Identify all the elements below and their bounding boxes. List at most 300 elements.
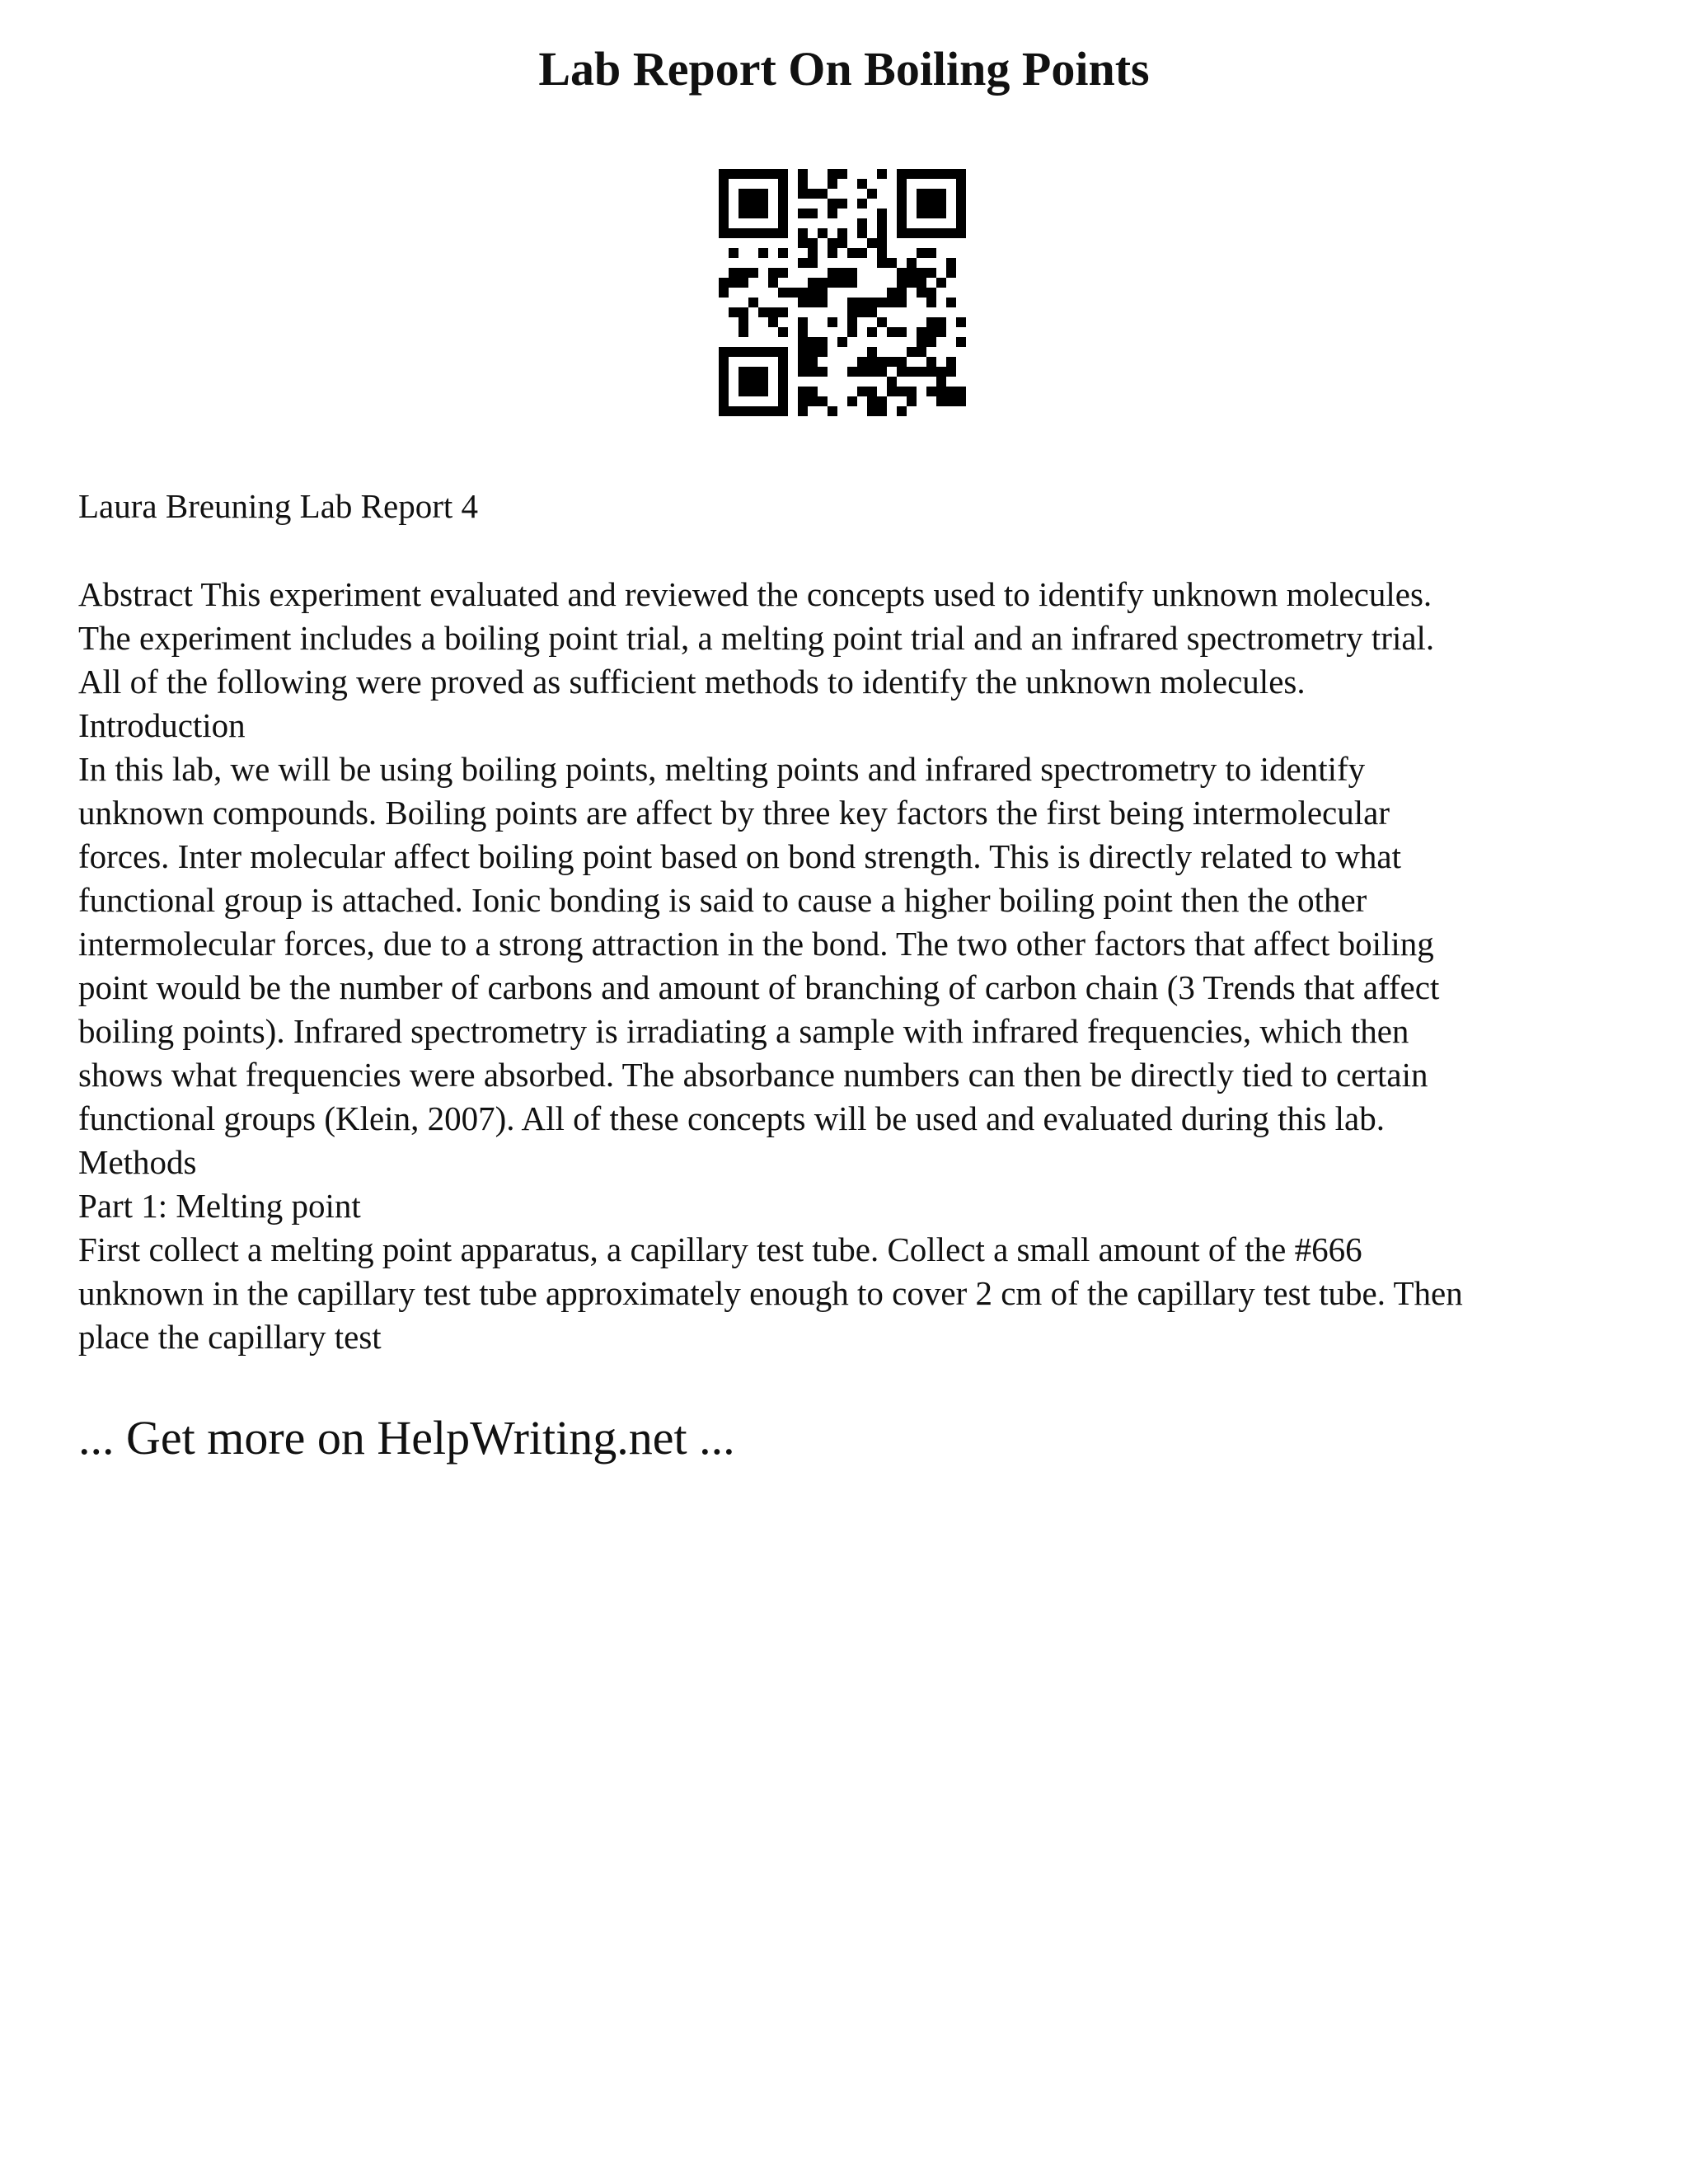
qr-module: [808, 238, 818, 248]
qr-module: [748, 169, 758, 179]
author-line: Laura Breuning Lab Report 4: [78, 487, 479, 525]
qr-module: [887, 327, 897, 337]
text-line: functional groups (Klein, 2007). All of these concepts will be used and evaluated during this lab.: [78, 1099, 1385, 1137]
qr-module: [877, 169, 887, 179]
qr-module: [798, 288, 808, 298]
qr-module: [798, 189, 808, 199]
qr-module: [719, 189, 729, 199]
qr-module: [956, 396, 966, 406]
qr-module: [738, 228, 748, 238]
qr-module: [798, 387, 808, 396]
qr-module: [798, 238, 808, 248]
qr-module: [897, 228, 907, 238]
qr-module: [946, 367, 956, 377]
qr-module: [798, 258, 808, 268]
qr-module: [936, 209, 946, 218]
qr-module: [828, 169, 837, 179]
qr-module: [877, 298, 887, 307]
qr-module: [857, 387, 867, 396]
qr-module: [936, 199, 946, 209]
qr-module: [936, 169, 946, 179]
qr-module: [798, 298, 808, 307]
qr-module: [818, 228, 828, 238]
qr-module: [917, 169, 926, 179]
qr-module: [956, 199, 966, 209]
qr-module: [719, 209, 729, 218]
section-heading-methods: Methods: [78, 1143, 197, 1181]
qr-module: [837, 228, 847, 238]
report-body: [78, 573, 1628, 1359]
qr-module: [818, 278, 828, 288]
qr-module: [808, 189, 818, 199]
qr-module: [956, 209, 966, 218]
qr-module: [946, 298, 956, 307]
qr-module: [926, 298, 936, 307]
qr-module: [877, 406, 887, 416]
qr-module: [758, 347, 768, 357]
qr-module: [748, 199, 758, 209]
qr-module: [936, 228, 946, 238]
qr-module: [956, 218, 966, 228]
text-line: forces. Inter molecular affect boiling point based on bond strength. This is directly related to what: [78, 837, 1402, 875]
qr-module: [828, 268, 837, 278]
qr-module: [867, 298, 877, 307]
qr-module: [917, 278, 926, 288]
text-line: The experiment includes a boiling point trial, a melting point trial and an infrared spectrometry trial.: [78, 619, 1435, 657]
qr-module: [897, 278, 907, 288]
qr-module: [818, 347, 828, 357]
qr-module: [857, 228, 867, 238]
qr-module: [946, 268, 956, 278]
qr-module: [936, 377, 946, 387]
qr-module: [847, 367, 857, 377]
qr-module: [798, 347, 808, 357]
qr-module: [748, 268, 758, 278]
qr-module: [946, 169, 956, 179]
qr-module: [768, 406, 778, 416]
text-line: unknown compounds. Boiling points are affect by three key factors the first being intermolecular: [78, 794, 1390, 832]
qr-module: [798, 396, 808, 406]
qr-module: [808, 209, 818, 218]
qr-module: [917, 347, 926, 357]
qr-module: [907, 367, 917, 377]
qr-module: [768, 169, 778, 179]
qr-module: [857, 357, 867, 367]
qr-module: [917, 209, 926, 218]
qr-module: [926, 337, 936, 347]
qr-module: [768, 228, 778, 238]
qr-module: [748, 298, 758, 307]
qr-module: [808, 337, 818, 347]
qr-module: [956, 387, 966, 396]
qr-module: [778, 218, 788, 228]
qr-module: [778, 357, 788, 367]
qr-module: [798, 406, 808, 416]
qr-module: [758, 377, 768, 387]
qr-module: [808, 298, 818, 307]
qr-module: [857, 298, 867, 307]
qr-module: [778, 387, 788, 396]
qr-module: [867, 347, 877, 357]
qr-module: [778, 327, 788, 337]
qr-module: [778, 199, 788, 209]
qr-module: [808, 387, 818, 396]
qr-module: [857, 199, 867, 209]
qr-module: [758, 209, 768, 218]
qr-module: [818, 337, 828, 347]
qr-module: [828, 278, 837, 288]
qr-module: [897, 298, 907, 307]
text-line: functional group is attached. Ionic bonding is said to cause a higher boiling point then the other: [78, 881, 1367, 919]
qr-module: [768, 347, 778, 357]
text-line: intermolecular forces, due to a strong attraction in the bond. The two other factors that affect boiling: [78, 925, 1434, 963]
qr-module: [877, 228, 887, 238]
qr-module: [897, 357, 907, 367]
qr-module: [788, 288, 798, 298]
qr-module: [798, 179, 808, 189]
qr-module: [758, 228, 768, 238]
qr-module: [867, 396, 877, 406]
qr-module: [917, 199, 926, 209]
qr-module: [837, 337, 847, 347]
qr-module: [729, 268, 738, 278]
qr-module: [768, 278, 778, 288]
qr-module: [798, 327, 808, 337]
qr-module: [936, 278, 946, 288]
qr-module: [719, 396, 729, 406]
qr-module: [907, 228, 917, 238]
qr-module: [877, 209, 887, 218]
qr-module: [897, 199, 907, 209]
qr-module: [877, 258, 887, 268]
qr-module: [808, 357, 818, 367]
qr-module: [778, 377, 788, 387]
qr-module: [847, 396, 857, 406]
qr-module: [857, 307, 867, 317]
qr-module: [956, 228, 966, 238]
qr-module: [758, 169, 768, 179]
qr-module: [738, 199, 748, 209]
qr-module: [798, 317, 808, 327]
document-title: Lab Report On Boiling Points: [538, 42, 1150, 96]
qr-module: [936, 327, 946, 337]
qr-module: [907, 387, 917, 396]
qr-module: [778, 396, 788, 406]
qr-module: [768, 317, 778, 327]
qr-module: [738, 367, 748, 377]
qr-module: [837, 169, 847, 179]
qr-module: [857, 248, 867, 258]
qr-module: [887, 357, 897, 367]
qr-module: [828, 406, 837, 416]
qr-module: [877, 238, 887, 248]
qr-module: [778, 406, 788, 416]
qr-module: [857, 218, 867, 228]
qr-module: [956, 337, 966, 347]
qr-module: [956, 169, 966, 179]
qr-module: [956, 189, 966, 199]
qr-module: [828, 238, 837, 248]
qr-module: [917, 337, 926, 347]
qr-module: [729, 169, 738, 179]
qr-module: [936, 396, 946, 406]
qr-module: [847, 327, 857, 337]
qr-module: [926, 357, 936, 367]
qr-module: [926, 209, 936, 218]
qr-module: [778, 367, 788, 377]
qr-module: [926, 268, 936, 278]
text-line: Abstract This experiment evaluated and reviewed the concepts used to identify unknown molecules.: [78, 575, 1432, 613]
subsection-heading-part-1: Part 1: Melting point: [78, 1187, 361, 1225]
qr-module: [867, 189, 877, 199]
qr-module: [719, 199, 729, 209]
qr-module: [719, 357, 729, 367]
text-line: First collect a melting point apparatus, a capillary test tube. Collect a small amount of the #666: [78, 1230, 1362, 1268]
qr-module: [778, 268, 788, 278]
qr-module: [748, 367, 758, 377]
qr-module: [867, 357, 877, 367]
qr-module: [917, 367, 926, 377]
qr-module: [907, 278, 917, 288]
qr-module: [926, 199, 936, 209]
qr-module: [926, 169, 936, 179]
qr-module: [917, 268, 926, 278]
qr-module: [719, 169, 729, 179]
qr-module: [917, 288, 926, 298]
qr-module: [798, 169, 808, 179]
qr-module: [818, 367, 828, 377]
section-heading-introduction: Introduction: [78, 706, 246, 744]
qr-module: [837, 199, 847, 209]
qr-module: [778, 288, 788, 298]
qr-module: [808, 248, 818, 258]
qr-module: [828, 179, 837, 189]
qr-module: [837, 238, 847, 248]
qr-module: [778, 189, 788, 199]
qr-module: [867, 387, 877, 396]
qr-module: [926, 317, 936, 327]
qr-module: [748, 228, 758, 238]
qr-module: [847, 307, 857, 317]
qr-module: [837, 278, 847, 288]
qr-module: [946, 357, 956, 367]
qr-module: [758, 307, 768, 317]
qr-module: [818, 189, 828, 199]
qr-module: [778, 248, 788, 258]
qr-module: [887, 258, 897, 268]
qr-module: [758, 367, 768, 377]
qr-module: [748, 387, 758, 396]
qr-module: [798, 209, 808, 218]
qr-module: [738, 307, 748, 317]
qr-module: [808, 258, 818, 268]
qr-module: [907, 347, 917, 357]
qr-module: [738, 317, 748, 327]
qr-module: [867, 307, 877, 317]
qr-module: [897, 327, 907, 337]
qr-module: [897, 189, 907, 199]
qr-module: [738, 278, 748, 288]
qr-module: [758, 189, 768, 199]
qr-module: [719, 228, 729, 238]
qr-module: [748, 406, 758, 416]
qr-module: [828, 209, 837, 218]
qr-module: [926, 189, 936, 199]
qr-module: [857, 179, 867, 189]
qr-module: [897, 218, 907, 228]
qr-module: [828, 199, 837, 209]
qr-module: [719, 347, 729, 357]
qr-module: [867, 327, 877, 337]
qr-module: [956, 317, 966, 327]
qr-module: [798, 357, 808, 367]
qr-module: [748, 347, 758, 357]
qr-module: [936, 317, 946, 327]
qr-module: [758, 387, 768, 396]
qr-module: [936, 387, 946, 396]
qr-module: [926, 228, 936, 238]
text-line: shows what frequencies were absorbed. The absorbance numbers can then be directly tied to certain: [78, 1056, 1428, 1094]
qr-module: [946, 228, 956, 238]
qr-module: [738, 327, 748, 337]
qr-module: [719, 288, 729, 298]
qr-module: [926, 327, 936, 337]
qr-module: [897, 387, 907, 396]
qr-module: [738, 406, 748, 416]
qr-module: [808, 347, 818, 357]
qr-module: [738, 189, 748, 199]
qr-module: [837, 268, 847, 278]
qr-module: [926, 248, 936, 258]
qr-module: [897, 288, 907, 298]
qr-module: [729, 278, 738, 288]
qr-module: [798, 367, 808, 377]
qr-module: [847, 248, 857, 258]
qr-module: [887, 377, 897, 387]
qr-module: [778, 179, 788, 189]
qr-module: [738, 268, 748, 278]
qr-module: [946, 258, 956, 268]
qr-module: [748, 377, 758, 387]
qr-module: [847, 298, 857, 307]
qr-code-icon: [719, 169, 966, 416]
qr-module: [748, 209, 758, 218]
qr-module: [867, 367, 877, 377]
qr-module: [877, 248, 887, 258]
qr-module: [926, 288, 936, 298]
qr-module: [719, 278, 729, 288]
qr-module: [828, 248, 837, 258]
qr-module: [917, 248, 926, 258]
qr-module: [808, 288, 818, 298]
qr-module: [956, 179, 966, 189]
qr-module: [738, 387, 748, 396]
qr-module: [877, 218, 887, 228]
qr-module: [778, 347, 788, 357]
qr-module: [738, 209, 748, 218]
qr-module: [828, 317, 837, 327]
qr-module: [847, 278, 857, 288]
qr-module: [847, 268, 857, 278]
qr-module: [887, 298, 897, 307]
qr-module: [936, 189, 946, 199]
qr-module: [877, 396, 887, 406]
qr-module: [729, 347, 738, 357]
qr-module: [887, 387, 897, 396]
qr-module: [719, 218, 729, 228]
qr-module: [719, 179, 729, 189]
qr-module: [768, 268, 778, 278]
qr-module: [778, 307, 788, 317]
text-line: boiling points). Infrared spectrometry is irradiating a sample with infrared frequencies, which then: [78, 1012, 1409, 1050]
text-line: place the capillary test: [78, 1318, 382, 1356]
qr-module: [738, 347, 748, 357]
qr-module: [798, 337, 808, 347]
qr-module: [729, 228, 738, 238]
qr-module: [897, 209, 907, 218]
qr-module: [917, 228, 926, 238]
qr-module: [877, 317, 887, 327]
qr-module: [917, 327, 926, 337]
qr-module: [758, 199, 768, 209]
qr-module: [926, 367, 936, 377]
qr-module: [867, 238, 877, 248]
qr-module: [917, 189, 926, 199]
qr-module: [897, 367, 907, 377]
qr-module: [857, 367, 867, 377]
qr-module: [768, 307, 778, 317]
qr-module: [867, 406, 877, 416]
qr-module: [946, 396, 956, 406]
qr-module: [897, 268, 907, 278]
qr-module: [719, 387, 729, 396]
qr-module: [907, 268, 917, 278]
qr-module: [936, 367, 946, 377]
qr-module: [778, 169, 788, 179]
qr-module: [719, 377, 729, 387]
qr-module: [738, 169, 748, 179]
qr-module: [907, 169, 917, 179]
qr-module: [729, 406, 738, 416]
qr-module: [847, 317, 857, 327]
text-line: All of the following were proved as sufficient methods to identify the unknown molecules.: [78, 663, 1306, 701]
qr-module: [897, 406, 907, 416]
qr-module: [778, 228, 788, 238]
qr-module: [926, 387, 936, 396]
qr-module: [818, 298, 828, 307]
qr-module: [946, 387, 956, 396]
qr-module: [907, 396, 917, 406]
qr-module: [818, 396, 828, 406]
qr-module: [758, 406, 768, 416]
qr-module: [778, 209, 788, 218]
qr-module: [729, 248, 738, 258]
text-line: point would be the number of carbons and amount of branching of carbon chain (3 Trends that affect: [78, 968, 1440, 1006]
qr-module: [798, 228, 808, 238]
qr-module: [808, 396, 818, 406]
get-more-link[interactable]: ... Get more on HelpWriting.net ...: [78, 1411, 735, 1465]
qr-module: [719, 367, 729, 377]
qr-module: [748, 189, 758, 199]
text-line: In this lab, we will be using boiling points, melting points and infrared spectrometry to identify: [78, 750, 1366, 788]
qr-module: [877, 367, 887, 377]
qr-module: [897, 179, 907, 189]
qr-module: [818, 288, 828, 298]
qr-module: [907, 258, 917, 268]
qr-module: [719, 406, 729, 416]
qr-module: [887, 288, 897, 298]
qr-module: [758, 248, 768, 258]
